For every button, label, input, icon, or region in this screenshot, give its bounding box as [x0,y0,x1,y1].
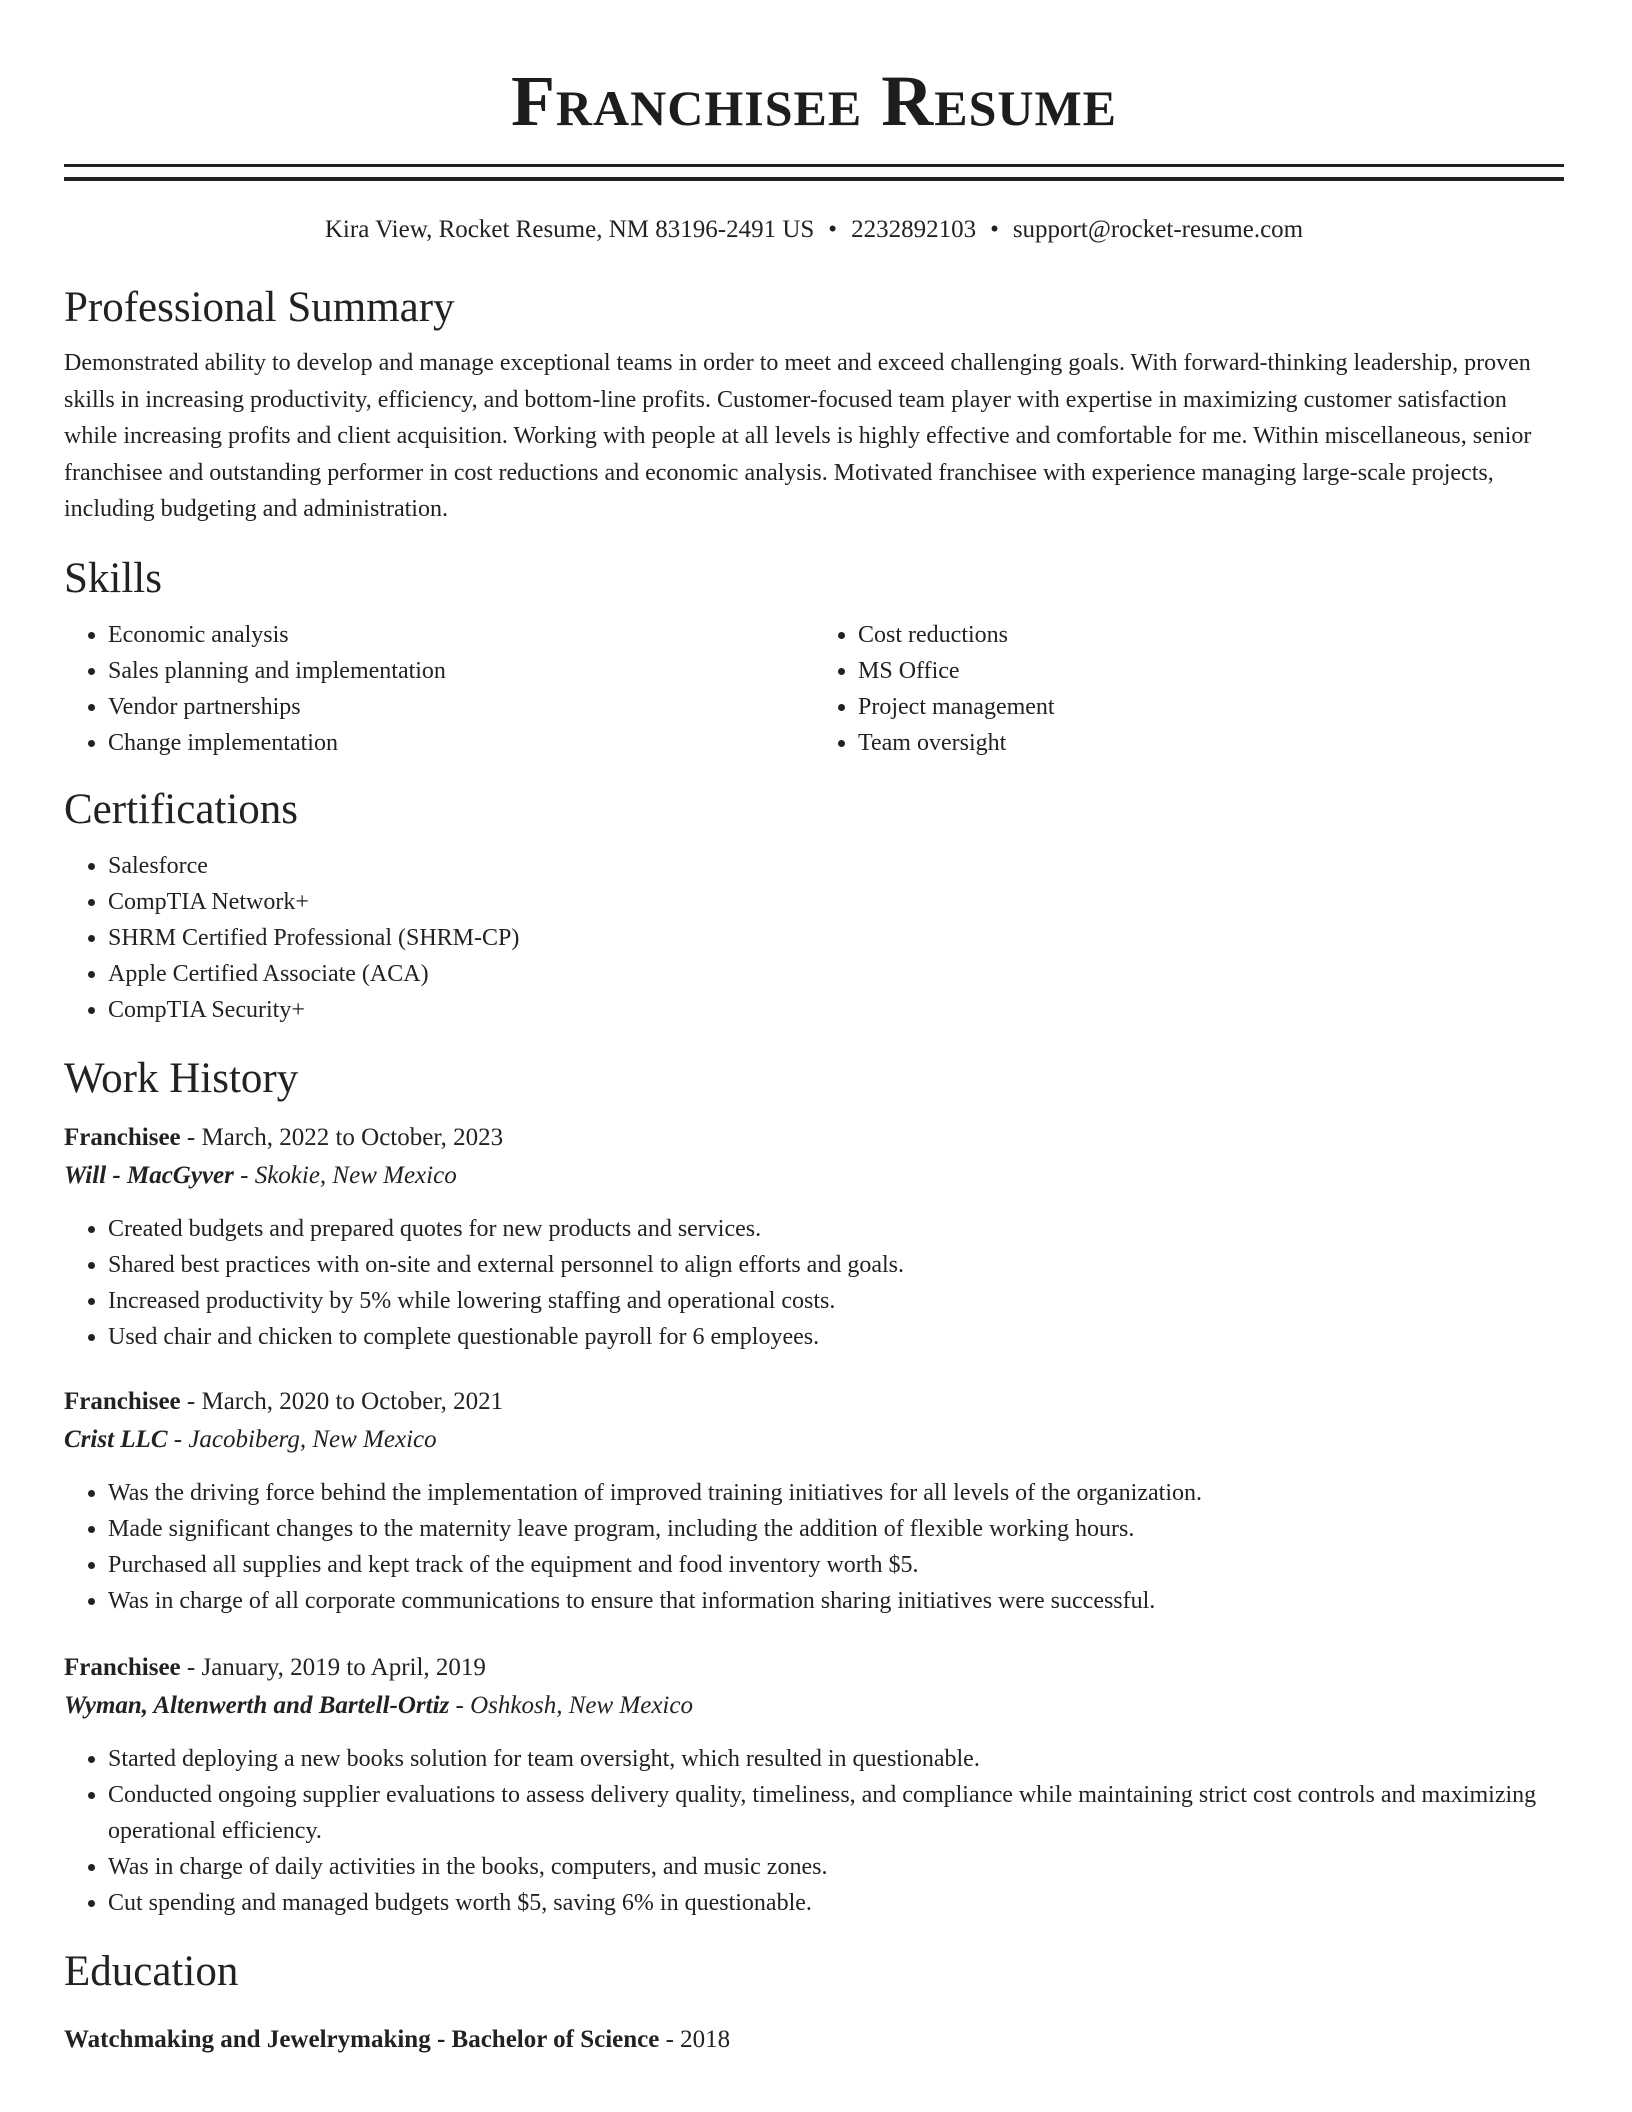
job-company-line [64,1421,1564,1459]
job-title-line [64,1649,1564,1687]
certifications-heading: Certifications [64,785,299,833]
skill-item: • Sales planning and implementation [108,653,814,689]
certification-item: • Apple Certified Associate (ACA) [108,956,1564,992]
job-dates: - January, 2019 to April, 2019 [180,1653,486,1681]
job-bullets [64,1211,1564,1355]
summary-heading: Professional Summary [64,284,455,331]
job-bullet: • Conducted ongoing supplier evaluations to assess delivery quality, timeliness, and compliance while maintaining strict cost controls and maximizing operational efficiency. [108,1777,1564,1849]
job-title-line [64,1383,1564,1421]
job-bullet: • Cut spending and managed budgets worth $5, saving 6% in questionable. [108,1885,1564,1921]
resume-title: Franchisee Resume [510,61,1118,141]
skill-item: • Vendor partnerships [108,689,814,725]
skill-item: • Cost reductions [858,617,1564,653]
summary-text: Demonstrated ability to develop and manage exceptional teams in order to meet and exceed challenging goals. With forward-thinking leadership, proven skills in increasing productivity, efficiency, and bottom-line profits. Customer-focused team player with expertise in maximizing customer satisfaction while increasing profits and client acquisition. Working with people at all levels is highly effective and comfortable for me. Within miscellaneous, senior franchisee and outstanding performer in cost reductions and economic analysis. Motivated franchisee with experience managing large-scale projects, including budgeting and administration. [64,350,1532,522]
job-company: Will - MacGyver [64,1161,234,1189]
certifications-list [64,848,1564,1028]
job-entry [64,1649,1564,1921]
skill-item: • MS Office [858,653,1564,689]
education-entry [64,2021,1564,2059]
job-company-line [64,1687,1564,1725]
certification-item: • CompTIA Network+ [108,884,1564,920]
job-company: Crist LLC [64,1425,168,1453]
education-heading: Education [64,1947,239,1995]
job-bullet: • Increased productivity by 5% while lowering staffing and operational costs. [108,1283,1564,1319]
job-bullet: • Made significant changes to the maternity leave program, including the addition of flexible working hours. [108,1511,1564,1547]
job-entry [64,1383,1564,1619]
education-year: - 2018 [659,2025,731,2053]
job-bullet: • Was in charge of daily activities in the books, computers, and music zones. [108,1849,1564,1885]
job-company: Wyman, Altenwerth and Bartell-Ortiz [64,1691,450,1719]
job-title: Franchisee [64,1653,181,1681]
title-divider [64,164,1564,181]
skills-list [64,617,1564,761]
certification-item: • Salesforce [108,848,1564,884]
job-dates: - March, 2020 to October, 2021 [180,1387,504,1415]
job-bullets [64,1475,1564,1619]
contact-separator: • [990,216,999,243]
job-location: - Oshkosh, New Mexico [449,1691,693,1719]
job-title-line [64,1119,1564,1157]
job-location: - Skokie, New Mexico [233,1161,457,1189]
job-title: Franchisee [64,1387,181,1415]
certification-item: • CompTIA Security+ [108,992,1564,1028]
job-dates: - March, 2022 to October, 2023 [180,1123,504,1151]
job-bullet: • Shared best practices with on-site and external personnel to align efforts and goals. [108,1247,1564,1283]
skills-column-right [814,617,1564,761]
job-bullet: • Started deploying a new books solution for team oversight, which resulted in questionable. [108,1741,1564,1777]
job-entry [64,1119,1564,1355]
contact-email[interactable]: support@rocket-resume.com [1012,216,1304,243]
skill-item: • Change implementation [108,725,814,761]
job-bullet: • Created budgets and prepared quotes for new products and services. [108,1211,1564,1247]
contact-address: Kira View, Rocket Resume, NM 83196-2491 US [324,216,815,243]
contact-separator: • [828,216,838,243]
skill-item: • Economic analysis [108,617,814,653]
job-bullet: • Used chair and chicken to complete questionable payroll for 6 employees. [108,1319,1564,1355]
job-bullet: • Was in charge of all corporate communications to ensure that information sharing initiatives were successful. [108,1583,1564,1619]
skills-heading: Skills [64,554,162,602]
job-bullets [64,1741,1564,1921]
job-title: Franchisee [64,1123,181,1151]
work-history-heading: Work History [64,1054,299,1102]
contact-line [64,215,1564,245]
job-bullet: • Purchased all supplies and kept track of the equipment and food inventory worth $5. [108,1547,1564,1583]
skills-column-left [64,617,814,761]
job-location: - Jacobiberg, New Mexico [167,1425,437,1453]
job-bullet: • Was the driving force behind the implementation of improved training initiatives for all levels of the organization. [108,1475,1564,1511]
contact-phone: 2232892103 [851,216,977,243]
skill-item: • Team oversight [858,725,1564,761]
education-degree: Watchmaking and Jewelrymaking - Bachelor of Science [64,2025,660,2053]
skill-item: • Project management [858,689,1564,725]
certification-item: • SHRM Certified Professional (SHRM-CP) [108,920,1564,956]
job-company-line [64,1157,1564,1195]
